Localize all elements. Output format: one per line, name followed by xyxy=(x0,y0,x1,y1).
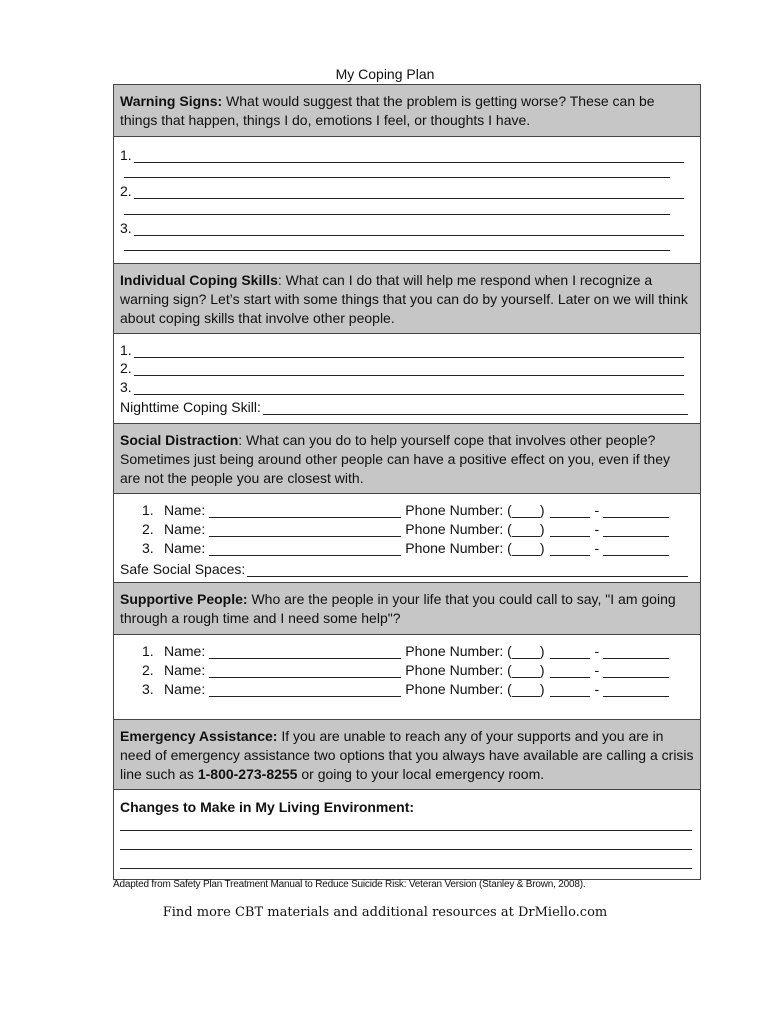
phone-line-field[interactable] xyxy=(603,664,669,678)
supportive-people-body xyxy=(114,635,700,720)
item-number: 3. xyxy=(120,220,132,236)
name-label: Name: xyxy=(164,502,206,518)
phone-label: Phone Number: ( xyxy=(405,662,512,678)
contact-row xyxy=(142,538,669,556)
coping-skills-description: : What can I do that will help me respond when I recognize a warning sign? Let’s start with some things that you can do by yourself. Later on we will think about coping skills that involve other people. xyxy=(120,272,688,326)
phone-label: Phone Number: ( xyxy=(405,643,512,659)
item-number: 2. xyxy=(120,360,132,376)
supportive-people-description: Who are the people in your life that you could call to say, "I am going through a rough time and I need some help"? xyxy=(120,591,676,626)
dash: - xyxy=(594,540,600,556)
warning-signs-description: What would suggest that the problem is getting worse? These can be things that happen, things I do, emotions I feel, or thoughts I have. xyxy=(120,93,655,128)
emergency-assistance-header xyxy=(114,720,700,790)
area-code-field[interactable] xyxy=(512,542,540,556)
name-label: Name: xyxy=(164,540,206,556)
item-number: 3. xyxy=(120,379,132,395)
name-field[interactable] xyxy=(209,645,401,659)
name-field[interactable] xyxy=(209,523,401,537)
safe-social-spaces-field[interactable] xyxy=(120,559,688,577)
phone-line-field[interactable] xyxy=(603,504,669,518)
warning-signs-body xyxy=(114,137,700,264)
name-field[interactable] xyxy=(209,683,401,697)
close-paren: ) xyxy=(539,521,545,537)
phone-line-field[interactable] xyxy=(603,645,669,659)
close-paren: ) xyxy=(539,502,545,518)
coping-skill-field-1[interactable] xyxy=(120,340,684,358)
page-title: My Coping Plan xyxy=(335,66,435,82)
area-code-field[interactable] xyxy=(512,645,540,659)
dash: - xyxy=(594,521,600,537)
warning-sign-line-2b[interactable] xyxy=(124,214,670,215)
contact-row xyxy=(142,660,669,678)
item-number: 1. xyxy=(120,147,132,163)
coping-skill-field-3[interactable] xyxy=(120,377,684,395)
item-number: 1. xyxy=(142,643,154,659)
supportive-people-heading: Supportive People: xyxy=(120,591,248,607)
social-distraction-header xyxy=(114,424,700,494)
environment-line-3[interactable] xyxy=(120,868,692,869)
phone-line-field[interactable] xyxy=(603,542,669,556)
environment-heading: Changes to Make in My Living Environment: xyxy=(120,799,415,815)
item-number: 3. xyxy=(142,681,154,697)
emergency-assistance-text-end: or going to your local emergency room. xyxy=(297,766,545,782)
close-paren: ) xyxy=(539,540,545,556)
warning-signs-header xyxy=(114,85,700,137)
name-label: Name: xyxy=(164,643,206,659)
environment-line-2[interactable] xyxy=(120,849,692,850)
area-code-field[interactable] xyxy=(512,664,540,678)
phone-prefix-field[interactable] xyxy=(550,664,590,678)
name-field[interactable] xyxy=(209,664,401,678)
crisis-line-number: 1-800-273-8255 xyxy=(197,766,298,782)
warning-signs-heading: Warning Signs: xyxy=(120,93,223,109)
emergency-assistance-heading: Emergency Assistance: xyxy=(120,728,278,744)
phone-label: Phone Number: ( xyxy=(405,521,512,537)
close-paren: ) xyxy=(539,681,545,697)
area-code-field[interactable] xyxy=(512,683,540,697)
contact-row xyxy=(142,519,669,537)
item-number: 1. xyxy=(142,502,154,518)
warning-sign-field-2[interactable] xyxy=(120,181,684,199)
name-label: Name: xyxy=(164,521,206,537)
phone-label: Phone Number: ( xyxy=(405,540,512,556)
area-code-field[interactable] xyxy=(512,504,540,518)
safe-social-spaces-label: Safe Social Spaces: xyxy=(120,561,246,577)
environment-body xyxy=(114,790,700,879)
phone-prefix-field[interactable] xyxy=(550,504,590,518)
warning-sign-field-3[interactable] xyxy=(120,218,684,236)
phone-line-field[interactable] xyxy=(603,683,669,697)
name-field[interactable] xyxy=(209,504,401,518)
phone-prefix-field[interactable] xyxy=(550,523,590,537)
item-number: 1. xyxy=(120,342,132,358)
nighttime-coping-skill-field[interactable] xyxy=(120,397,688,415)
phone-label: Phone Number: ( xyxy=(405,502,512,518)
contact-row xyxy=(142,679,669,697)
coping-skills-body xyxy=(114,334,700,424)
coping-skills-header xyxy=(114,264,700,334)
name-field[interactable] xyxy=(209,542,401,556)
coping-plan-form xyxy=(113,84,701,880)
contact-row xyxy=(142,500,669,518)
close-paren: ) xyxy=(539,662,545,678)
phone-prefix-field[interactable] xyxy=(550,683,590,697)
nighttime-coping-skill-label: Nighttime Coping Skill: xyxy=(120,399,261,415)
item-number: 2. xyxy=(120,183,132,199)
phone-label: Phone Number: ( xyxy=(405,681,512,697)
warning-sign-line-1b[interactable] xyxy=(124,177,670,178)
social-distraction-description: : What can you do to help yourself cope that involves other people? Sometimes just being around other people can have a positive effect on you, even if they are not the people you are closest with. xyxy=(120,432,670,486)
resources-footer: Find more CBT materials and additional resources at DrMiello.com xyxy=(162,905,608,920)
contact-row xyxy=(142,641,669,659)
emergency-assistance-text: If you are unable to reach any of your supports and you are in need of emergency assistance two options that you always have available are calling a crisis line such as xyxy=(120,728,694,782)
source-citation: Adapted from Safety Plan Treatment Manual to Reduce Suicide Risk: Veteran Version (Stanley & Brown, 2008). xyxy=(113,879,586,890)
name-label: Name: xyxy=(164,681,206,697)
phone-line-field[interactable] xyxy=(603,523,669,537)
item-number: 2. xyxy=(142,521,154,537)
social-distraction-heading: Social Distraction xyxy=(120,432,239,448)
phone-prefix-field[interactable] xyxy=(550,542,590,556)
item-number: 2. xyxy=(142,662,154,678)
warning-sign-field-1[interactable] xyxy=(120,145,684,163)
environment-line-1[interactable] xyxy=(120,830,692,831)
dash: - xyxy=(594,643,600,659)
dash: - xyxy=(594,502,600,518)
phone-prefix-field[interactable] xyxy=(550,645,590,659)
dash: - xyxy=(594,681,600,697)
coping-skills-heading: Individual Coping Skills xyxy=(120,272,278,288)
close-paren: ) xyxy=(539,643,545,659)
warning-sign-line-3b[interactable] xyxy=(124,250,670,251)
name-label: Name: xyxy=(164,662,206,678)
supportive-people-header xyxy=(114,583,700,635)
item-number: 3. xyxy=(142,540,154,556)
coping-skill-field-2[interactable] xyxy=(120,358,684,376)
dash: - xyxy=(594,662,600,678)
social-distraction-body xyxy=(114,494,700,583)
area-code-field[interactable] xyxy=(512,523,540,537)
